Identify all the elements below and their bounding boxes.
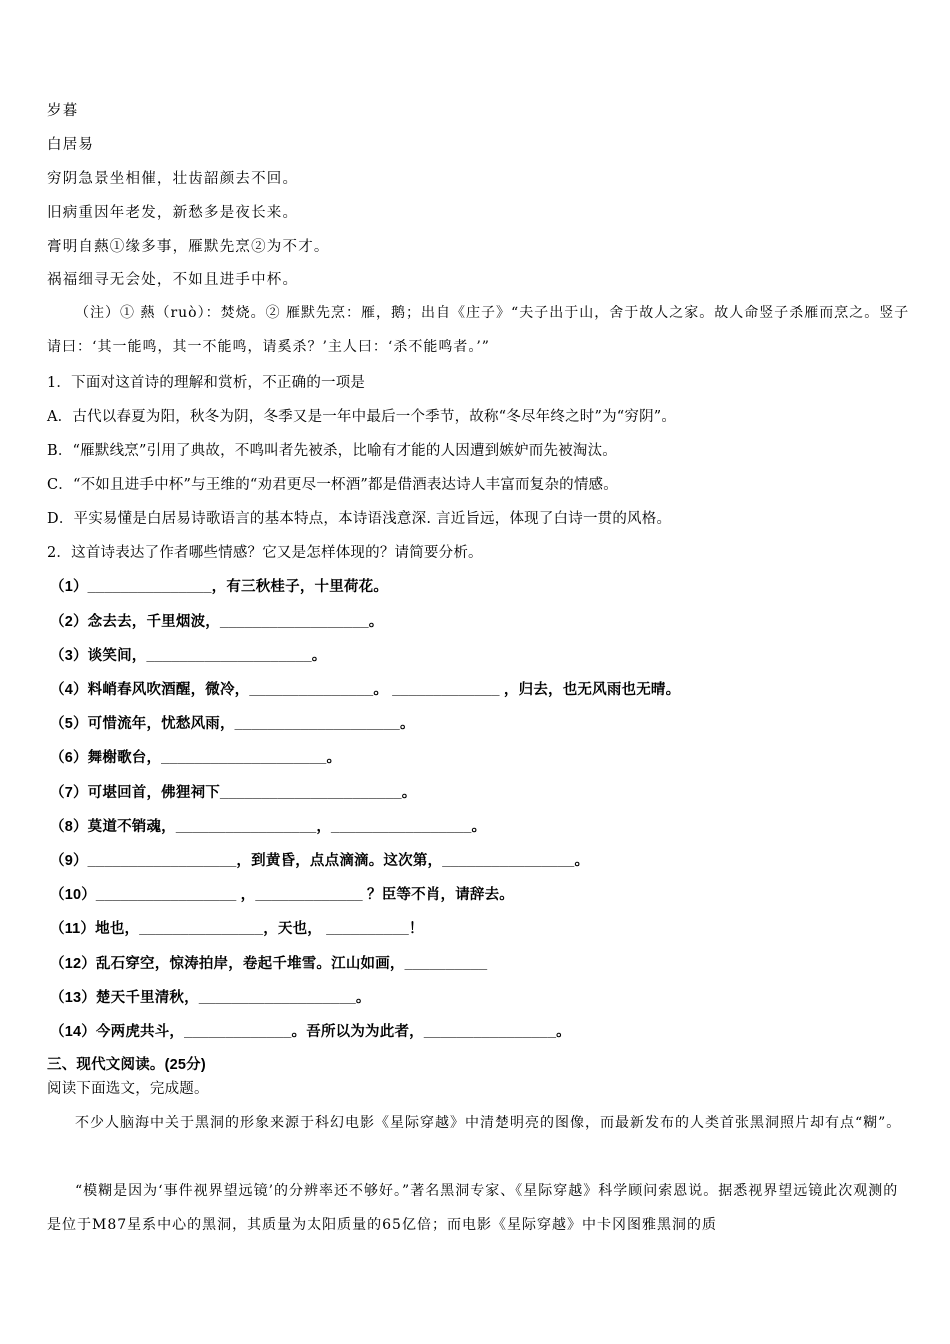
fill-blank-item: （2）念去去，千里烟波，__________________。 <box>50 614 384 630</box>
fill-blank-item: （8）莫道不销魂，_________________，_________________。 <box>50 819 487 835</box>
fill-blank-item: （10）_________________ ，_____________ ？臣等不肖，请辞去。 <box>50 887 515 903</box>
poem-line: 穷阴急景坐相催，壮齿韶颜去不回。 <box>47 171 299 187</box>
fill-blank-item: （13）楚天千里清秋，___________________。 <box>50 990 371 1006</box>
fill-blank-item: （12）乱石穿空，惊涛拍岸，卷起千堆雪。江山如画，__________ <box>50 956 488 972</box>
poem-note: （注）① 爇（ruò）：焚烧。② 雁默先烹：雁，鹅；出自《庄子》“夫子出于山，舍于故人之家。故人命竖子杀雁而烹之。竖子请曰：‘其一能鸣，其一不能鸣，请奚杀？’主人曰：‘杀不能鸣者。’” <box>47 305 910 355</box>
poem-title: 岁暮 <box>47 103 79 119</box>
option-d: D．平实易懂是白居易诗歌语言的基本特点，本诗语浅意深. 言近旨远，体现了白诗一贯的风格。 <box>47 511 672 527</box>
fill-blank-item: （9）__________________，到黄昏，点点滴滴。这次第，________________。 <box>50 853 590 869</box>
article-paragraph: “模糊是因为‘事件视界望远镜’的分辨率还不够好。”著名黑洞专家、《星际穿越》科学顾问索恩说。据悉视界望远镜此次观测的是位于M87星系中心的黑洞，其质量为太阳质量的65亿倍；而电影《星际穿越》中卡冈图雅黑洞的质 <box>47 1183 899 1233</box>
fill-blank-item: （7）可堪回首，佛狸祠下______________________。 <box>50 785 417 801</box>
question-1: 1．下面对这首诗的理解和赏析，不正确的一项是 <box>47 375 366 391</box>
poem-line: 祸福细寻无会处，不如且进手中杯。 <box>47 272 299 288</box>
question-2: 2．这首诗表达了作者哪些情感？它又是怎样体现的？请简要分析。 <box>47 545 483 561</box>
fill-blank-item: （3）谈笑间，____________________。 <box>50 648 327 664</box>
poem-line: 旧病重因年老发，新愁多是夜长来。 <box>47 205 299 221</box>
fill-blank-item: （11）地也，_______________，天也， __________！ <box>50 921 424 937</box>
poem-author: 白居易 <box>47 137 95 153</box>
section-instruction: 阅读下面选文，完成题。 <box>47 1081 209 1097</box>
option-a: A．古代以春夏为阳，秋冬为阴，冬季又是一年中最后一个季节，故称“冬尽年终之时”为“穷阴”。 <box>47 409 677 425</box>
fill-blank-item: （1）_______________，有三秋桂子，十里荷花。 <box>50 579 389 595</box>
fill-blank-item: （4）料峭春风吹酒醒，微冷，_______________。 _____________ ，归去，也无风雨也无晴。 <box>50 682 681 698</box>
option-c: C．“不如且进手中杯”与王维的“劝君更尽一杯酒”都是借酒表达诗人丰富而复杂的情感。 <box>47 477 618 493</box>
fill-blank-item: （14）今两虎共斗，_____________。吾所以为为此者，________________。 <box>50 1024 571 1040</box>
article-paragraph: 不少人脑海中关于黑洞的形象来源于科幻电影《星际穿越》中清楚明亮的图像，而最新发布的人类首张黑洞照片却有点“糊”。 <box>75 1115 902 1131</box>
fill-blank-item: （5）可惜流年，忧愁风雨，____________________。 <box>50 716 415 732</box>
poem-line: 膏明自爇①缘多事，雁默先烹②为不才。 <box>47 239 330 255</box>
fill-blank-item: （6）舞榭歌台，____________________。 <box>50 750 342 766</box>
option-b: B．“雁默线烹”引用了典故，不鸣叫者先被杀，比喻有才能的人因遭到嫉妒而先被淘汰。 <box>47 443 617 459</box>
section-heading: 三、现代文阅读。(25分) <box>47 1057 206 1073</box>
